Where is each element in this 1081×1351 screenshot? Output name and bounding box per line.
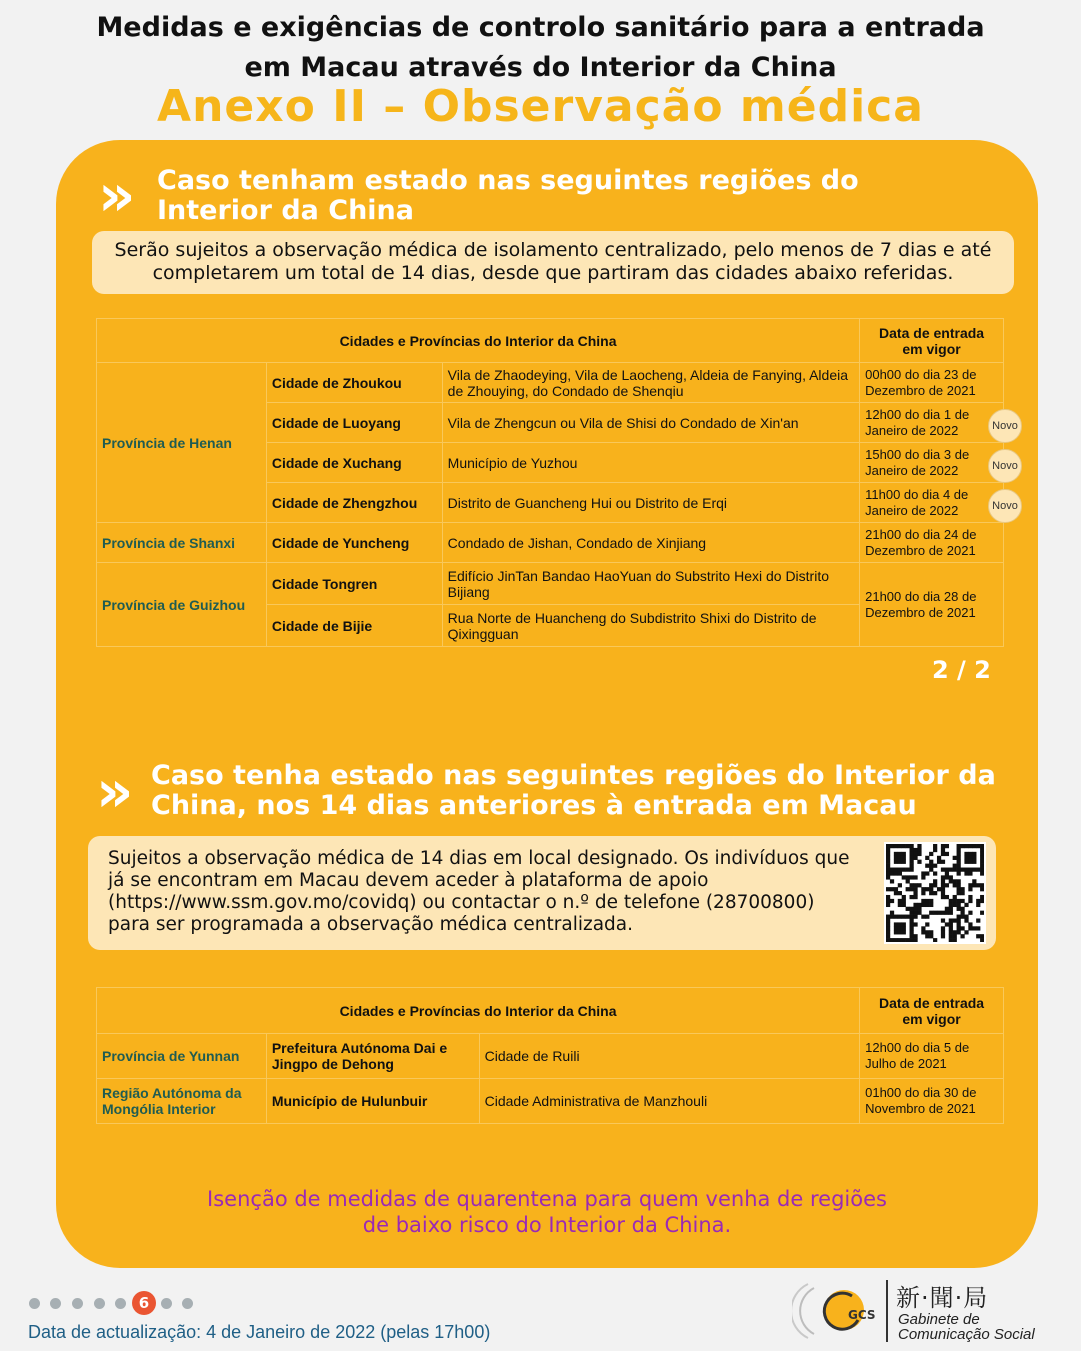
date-cell: 15h00 do dia 3 de Janeiro de 2022 [860,443,1004,483]
city-cell: Cidade de Bijie [266,605,442,647]
date-cell: 11h00 do dia 4 de Janeiro de 2022 [860,483,1004,523]
area-cell: Distrito de Guancheng Hui ou Distrito de Erqi [442,483,859,523]
date-cell: 00h00 do dia 23 de Dezembro de 2021 [860,363,1004,403]
city-cell: Município de Hulunbuir [266,1079,479,1124]
page-dot[interactable] [29,1298,40,1309]
area-cell: Vila de Zhaodeying, Vila de Laocheng, Aldeia de Fanying, Aldeia de Zhouying, do Condado de Shenqiu [442,363,859,403]
province-yunnan: Província de Yunnan [97,1034,267,1079]
title-line-1: Medidas e exigências de controlo sanitário para a entrada [96,12,985,43]
exemption-note: Isenção de medidas de quarentena para quem venha de regiões de baixo risco do Interior da China. [207,1187,887,1237]
chevron-icon: » [98,161,124,229]
date-cell: 21h00 do dia 24 de Dezembro de 2021 [860,523,1004,563]
header-date: Data de entrada em vigor [860,319,1004,363]
city-cell: Cidade de Zhengzhou [266,483,442,523]
new-badge: Novo [988,449,1022,483]
table-row [97,1079,1004,1124]
table-row [97,1034,1004,1079]
table-header-row [97,988,1004,1034]
table-row [97,563,1004,605]
gcs-mark: GCS [848,1308,876,1322]
page-indicator: 2 / 2 [932,656,991,684]
logo-text: Gabinete de Comunicação Social [898,1311,1035,1343]
table-row [97,523,1004,563]
section1-note: Serão sujeitos a observação médica de isolamento centralizado, pelo menos de 7 dias e até completarem um total de 14 dias, desde que partiram das cidades abaixo referidas. [92,231,1014,294]
page-dot[interactable] [161,1298,172,1309]
update-date: Data de actualização: 4 de Janeiro de 2022 (pelas 17h00) [28,1322,491,1342]
province-shanxi: Província de Shanxi [97,523,267,563]
date-cell: 12h00 do dia 5 de Julho de 2021 [860,1034,1004,1079]
logo-divider [886,1280,888,1342]
page-dot[interactable] [50,1298,61,1309]
current-page-dot[interactable]: 6 [132,1291,156,1315]
city-cell: Cidade de Xuchang [266,443,442,483]
area-cell: Rua Norte de Huancheng do Subdistrito Shixi do Distrito de Qixingguan [442,605,859,647]
province-guizhou: Província de Guizhou [97,563,267,647]
date-cell: 21h00 do dia 28 de Dezembro de 2021 [860,563,1004,647]
province-inner-mongolia: Região Autónoma da Mongólia Interior [97,1079,267,1124]
table-header-row [97,319,1004,363]
gcs-logo [792,1278,1072,1346]
city-cell: Cidade de Yuncheng [266,523,442,563]
area-cell: Município de Yuzhou [442,443,859,483]
section1-heading: Caso tenham estado nas seguintes regiões do Interior da China [157,165,859,226]
qr-code[interactable] [884,842,986,944]
city-cell: Prefeitura Autónoma Dai e Jingpo de Dehong [266,1034,479,1079]
city-cell: Cidade Tongren [266,563,442,605]
section2-table [96,987,1004,1124]
city-cell: Cidade de Luoyang [266,403,442,443]
page-dot[interactable] [72,1298,83,1309]
section2-note: Sujeitos a observação médica de 14 dias em local designado. Os indivíduos que já se encontram em Macau devem aceder à plataforma de apoio (https://www.ssm.gov.mo/covidq) ou contactar o n.º de telefone (28700800) para ser programada a observação médica centralizada. [88,836,996,950]
section2-heading: Caso tenha estado nas seguintes regiões do Interior da China, nos 14 dias anteriores à entrada em Macau [151,760,996,821]
new-badge: Novo [988,409,1022,443]
area-cell: Edifício JinTan Bandao HaoYuan do Substrito Hexi do Distrito Bijiang [442,563,859,605]
area-cell: Vila de Zhengcun ou Vila de Shisi do Condado de Xin'an [442,403,859,443]
page-dot[interactable] [94,1298,105,1309]
page-dot[interactable] [182,1298,193,1309]
page-dot[interactable] [115,1298,126,1309]
province-henan: Província de Henan [97,363,267,523]
table-row [97,363,1004,403]
area-cell: Cidade Administrativa de Manzhouli [479,1079,860,1124]
chevron-icon: » [96,757,122,825]
date-cell: 12h00 do dia 1 de Janeiro de 2022 [860,403,1004,443]
new-badge: Novo [988,489,1022,523]
area-cell: Cidade de Ruili [479,1034,860,1079]
title-line-2: em Macau através do Interior da China [244,52,837,83]
header-region: Cidades e Províncias do Interior da China [97,319,860,363]
header-region: Cidades e Províncias do Interior da China [97,988,860,1034]
date-cell: 01h00 do dia 30 de Novembro de 2021 [860,1079,1004,1124]
logo-chinese: 新·聞·局 [896,1284,989,1312]
area-cell: Condado de Jishan, Condado de Xinjiang [442,523,859,563]
annex-title: Anexo II – Observação médica [157,81,924,132]
header-date: Data de entrada em vigor [860,988,1004,1034]
section1-table [96,318,1004,647]
page-title [0,8,1081,88]
city-cell: Cidade de Zhoukou [266,363,442,403]
